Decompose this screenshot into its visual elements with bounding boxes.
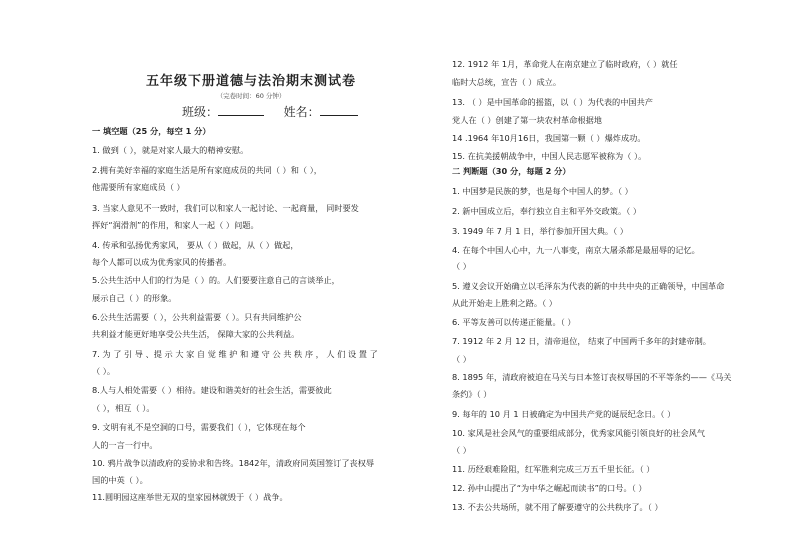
text-line: （ ），相互（ ）。	[92, 403, 155, 413]
text-line: 条约》（ ）	[452, 389, 492, 399]
text-line: 5.公共生活中人们的行为是（ ）的。人们要要注意自己的言谈举止，	[92, 275, 340, 285]
text-line: 9. 文明有礼不是空洞的口号，需要我们（ ），它体现在每个	[92, 422, 306, 432]
text-line: 11. 历经艰难险阻，红军胜利完成三万五千里长征。（ ）	[452, 464, 655, 474]
text-line: 8.人与人相处需要（ ）相待。建设和谐美好的社会生活，需要彼此	[92, 385, 332, 395]
text-line: 13. （ ）是中国革命的摇篮，以（ ）为代表的中国共产	[452, 97, 653, 107]
text-line: 挥好“润滑剂”的作用，和家人一起（ ）问题。	[92, 220, 259, 230]
text-line: 10. 家风是社会风气的重要组成部分，优秀家风能引领良好的社会风气	[452, 428, 706, 438]
text-line: 6.公共生活需要（ ），公共利益需要（ ）。只有共同维护公	[92, 312, 302, 322]
text-line: 5. 遵义会议开始确立以毛泽东为代表的新的中共中央的正确领导，中国革命	[452, 281, 725, 291]
text-line: 1. 中国梦是民族的梦，也是每个中国人的梦。（ ）	[452, 186, 633, 196]
text-line: 8. 1895 年，清政府被迫在马关与日本签订丧权辱国的不平等条约——《马关	[452, 372, 732, 382]
text-line: （ ）	[452, 445, 471, 455]
text-line: 6. 平等友善可以传递正能量。（ ）	[452, 317, 576, 327]
text-line: （ ）	[452, 261, 471, 271]
text-line: 人的一言一行中。	[92, 440, 158, 450]
text-line: 3. 当家人意见不一致时，我们可以和家人一起讨论、一起商量， 同时要发	[92, 203, 359, 213]
text-line: 共利益才能更好地享受公共生活， 保障大家的公共利益。	[92, 329, 300, 339]
class-label: 班级：	[182, 105, 219, 119]
text-line: 10. 鸦片战争以清政府的妥协求和告终。1842年，清政府同英国签订了丧权辱	[92, 458, 375, 468]
text-line: 11.圆明园这座举世无双的皇家园林就毁于（ ）战争。	[92, 492, 288, 502]
text-line: 1. 做到（ ），就是对家人最大的精神安慰。	[92, 145, 249, 155]
text-line: （ ）。	[92, 366, 116, 376]
text-line: 15. 在抗美援朝战争中，中国人民志愿军被称为（ ）。	[452, 151, 647, 161]
text-line: 4. 在每个中国人心中，九一八事变，南京大屠杀都是最屈辱的记忆。	[452, 245, 700, 255]
text-line: 临时大总统，宣告（ ）成立。	[452, 77, 562, 87]
text-line: 从此开始走上胜利之路。（ ）	[452, 298, 557, 308]
text-line: 展示自己（ ）的形象。	[92, 293, 177, 303]
name-blank[interactable]	[320, 103, 358, 116]
text-line: 国的中英（ ）。	[92, 475, 148, 485]
text-line: 每个人都可以成为优秀家风的传播者。	[92, 257, 232, 267]
class-blank[interactable]	[218, 103, 264, 116]
text-line: 他需要所有家庭成员（ ）	[92, 182, 185, 192]
text-line: 一 填空题（25 分，每空 1 分）	[92, 126, 211, 136]
text-line: 7. 为 了 引 导 、提 示 大 家 自 觉 维 护 和 遵 守 公 共 秩 序 ， 人 们 设 置 了	[92, 349, 378, 359]
page-title: 五年级下册道德与法治期末测试卷	[145, 74, 356, 89]
text-line: 2. 新中国成立后，奉行独立自主和平外交政策。（ ）	[452, 206, 642, 216]
text-line: 9. 每年的 10 月 1 日被确定为中国共产党的诞辰纪念日。（ ）	[452, 409, 676, 419]
text-line: 12. 孙中山提出了“为中华之崛起而读书”的口号。（ ）	[452, 483, 647, 493]
text-line: 党人在（ ）创建了第一块农村革命根据地	[452, 115, 602, 125]
text-line: 4. 传承和弘扬优秀家风， 要从（ ）做起，从（ ）做起，	[92, 240, 299, 250]
exam-time-note: （完卷时间：60 分钟）	[216, 92, 286, 100]
student-info-row	[182, 103, 358, 120]
text-line: 3. 1949 年 7 月 1 日，举行参加开国大典。（ ）	[452, 226, 628, 236]
text-line: （ ）	[452, 354, 471, 364]
text-line: 二 判断题（30 分，每题 2 分）	[452, 166, 571, 176]
text-line: 14 .1964 年10月16日，我国第一颗（ ）爆炸成功。	[452, 133, 646, 143]
text-line: 2.拥有美好幸福的家庭生活是所有家庭成员的共同（ ）和（ ），	[92, 165, 322, 175]
text-line: 12. 1912 年 1月，革命党人在南京建立了临时政府，（ ）就任	[452, 59, 678, 69]
text-line: 13. 不去公共场所，就不用了解要遵守的公共秩序了。（ ）	[452, 502, 663, 512]
name-label: 姓名：	[283, 105, 320, 119]
text-line: 7. 1912 年 2 月 12 日，清帝退位， 结束了中国两千多年的封建帝制。	[452, 336, 711, 346]
